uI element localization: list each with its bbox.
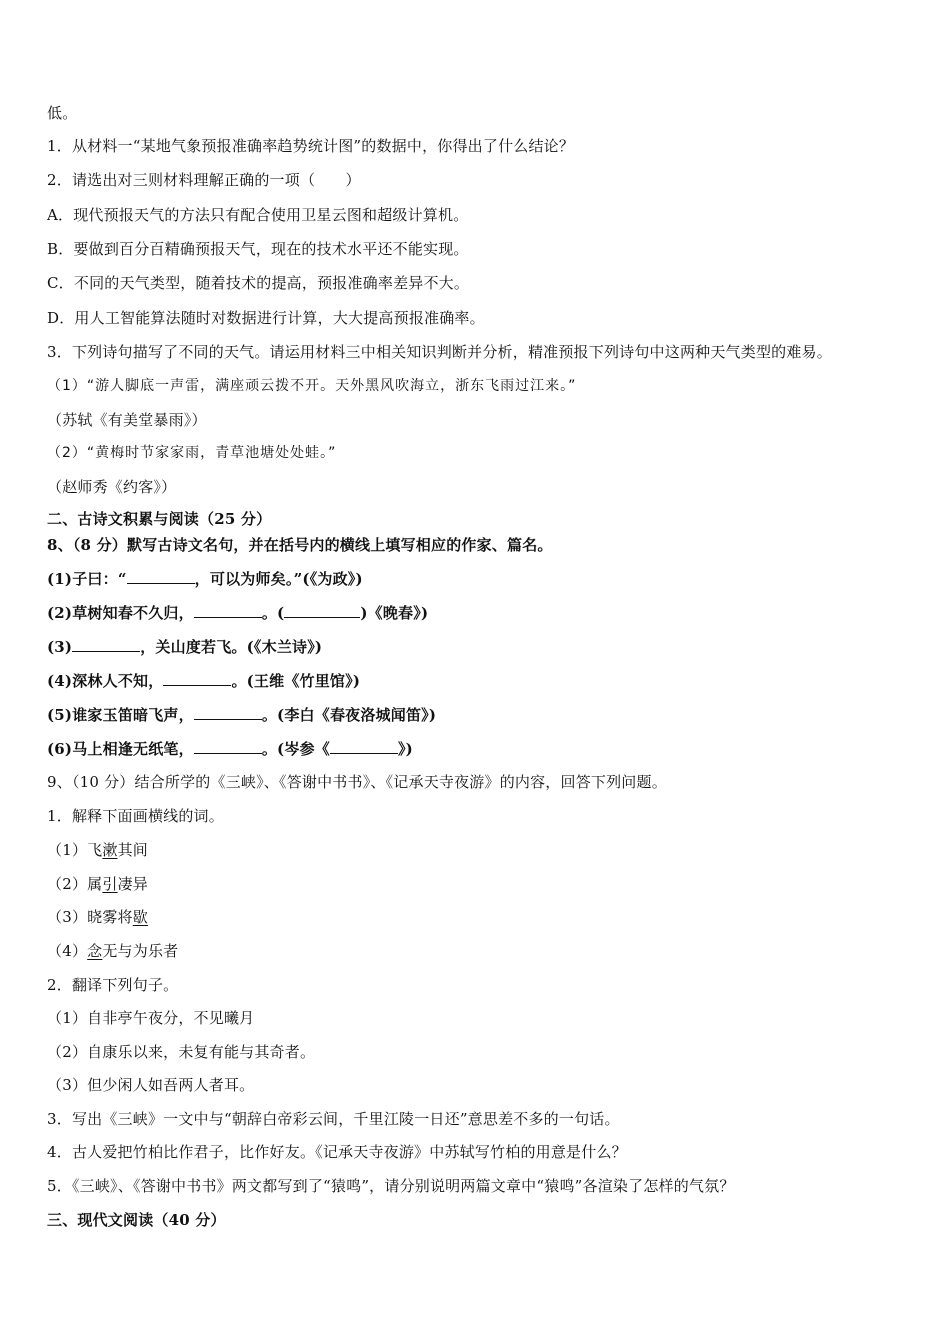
fill-text: ，关山度若飞。(《木兰诗》) — [140, 638, 323, 656]
fill-text: (4)深林人不知， — [47, 672, 164, 690]
option-b: B．要做到百分百精确预报天气，现在的技术水平还不能实现。 — [47, 240, 469, 258]
fill-text: 。(王维《竹里馆》) — [231, 672, 361, 690]
word-item-1 — [47, 840, 148, 860]
fill-text: 》) — [397, 740, 413, 758]
word-text: （1）飞 — [47, 841, 103, 859]
text-line-continuation: 低。 — [47, 104, 78, 122]
author-blank[interactable] — [284, 602, 360, 618]
answer-blank[interactable] — [194, 704, 262, 720]
question-9-prompt: 9、（10 分）结合所学的《三峡》、《答谢中书书》、《记承天寺夜游》的内容，回答下列问题。 — [47, 773, 667, 791]
section-3-heading: 三、现代文阅读（40 分） — [47, 1211, 226, 1229]
question-1: 1．从材料一“某地气象预报准确率趋势统计图”的数据中，你得出了什么结论？ — [47, 137, 575, 155]
fill-text: )《晚春》) — [360, 604, 429, 622]
word-text: 无与为乐者 — [102, 942, 179, 960]
option-c: C．不同的天气类型，随着技术的提高，预报准确率差异不大。 — [47, 274, 470, 292]
fill-line-4 — [47, 670, 360, 691]
answer-blank[interactable] — [127, 568, 195, 584]
poem-1-source: （苏轼《有美堂暴雨》） — [47, 411, 207, 429]
option-a: A．现代预报天气的方法只有配合使用卫星云图和超级计算机。 — [47, 206, 469, 224]
fill-text: (3) — [47, 638, 73, 656]
word-item-3 — [47, 907, 148, 927]
underlined-word: 歇 — [132, 908, 148, 926]
answer-blank[interactable] — [163, 670, 231, 686]
sentence-2: （2）自康乐以来，未复有能与其奇者。 — [47, 1043, 316, 1061]
answer-blank[interactable] — [72, 636, 140, 652]
fill-text: 。(岑参《 — [261, 740, 330, 758]
section-2-heading: 二、古诗文积累与阅读（25 分） — [47, 510, 272, 528]
word-text: 凄异 — [117, 875, 148, 893]
fill-line-5 — [47, 704, 436, 725]
question-2: 2．请选出对三则材料理解正确的一项（ ） — [47, 171, 361, 189]
sentence-1: （1）自非亭午夜分，不见曦月 — [47, 1009, 255, 1027]
fill-text: ，可以为师矣。”(《为政》) — [194, 570, 363, 588]
word-text: （4） — [47, 942, 88, 960]
fill-line-3 — [47, 636, 322, 657]
word-item-4 — [47, 941, 178, 961]
sentence-3: （3）但少闲人如吾两人者耳。 — [47, 1076, 255, 1094]
question-3: 3．下列诗句描写了不同的天气。请运用材料三中相关知识判断并分析，精准预报下列诗句中这两种天气类型的难易。 — [47, 343, 832, 361]
poem-1: （1）“游人脚底一声雷，满座顽云拨不开。天外黑风吹海立，浙东飞雨过江来。” — [47, 378, 577, 394]
word-text: （3）晓雾将 — [47, 908, 133, 926]
underlined-word: 引 — [102, 875, 118, 893]
word-text: （2）属 — [47, 875, 103, 893]
underlined-word: 念 — [87, 942, 103, 960]
q9-sub-3: 3．写出《三峡》一文中与“朝辞白帝彩云间，千里江陵一日还”意思差不多的一句话。 — [47, 1110, 620, 1128]
fill-line-1 — [47, 568, 363, 589]
title-blank[interactable] — [330, 738, 398, 754]
q9-sub-5: 5．《三峡》、《答谢中书书》两文都写到了“猿鸣”，请分别说明两篇文章中“猿鸣”各渲染了怎样的气氛？ — [47, 1177, 735, 1195]
answer-blank[interactable] — [194, 738, 262, 754]
word-text: 其间 — [117, 841, 148, 859]
q9-sub-4: 4．古人爱把竹柏比作君子，比作好友。《记承天寺夜游》中苏轼写竹柏的用意是什么？ — [47, 1143, 627, 1161]
poem-2: （2）“黄梅时节家家雨，青草池塘处处蛙。” — [47, 445, 337, 461]
question-8-prompt: 8、（8 分）默写古诗文名句，并在括号内的横线上填写相应的作家、篇名。 — [47, 536, 553, 554]
q9-sub-2: 2．翻译下列句子。 — [47, 976, 179, 994]
underlined-word: 漱 — [102, 841, 118, 859]
fill-text: 。(李白《春夜洛城闻笛》) — [261, 706, 437, 724]
option-d: D．用人工智能算法随时对数据进行计算，大大提高预报准确率。 — [47, 309, 485, 327]
answer-blank[interactable] — [194, 602, 262, 618]
fill-line-2 — [47, 602, 428, 623]
fill-text: 。( — [261, 604, 285, 622]
fill-text: (2)草树知春不久归， — [47, 604, 194, 622]
fill-line-6 — [47, 738, 413, 759]
fill-text: (5)谁家玉笛暗飞声， — [47, 706, 194, 724]
fill-text: (6)马上相逢无纸笔， — [47, 740, 194, 758]
poem-2-source: （赵师秀《约客》） — [47, 478, 177, 496]
q9-sub-1: 1．解释下面画横线的词。 — [47, 807, 224, 825]
fill-text: (1)子曰：“ — [47, 570, 127, 588]
word-item-2 — [47, 874, 148, 894]
